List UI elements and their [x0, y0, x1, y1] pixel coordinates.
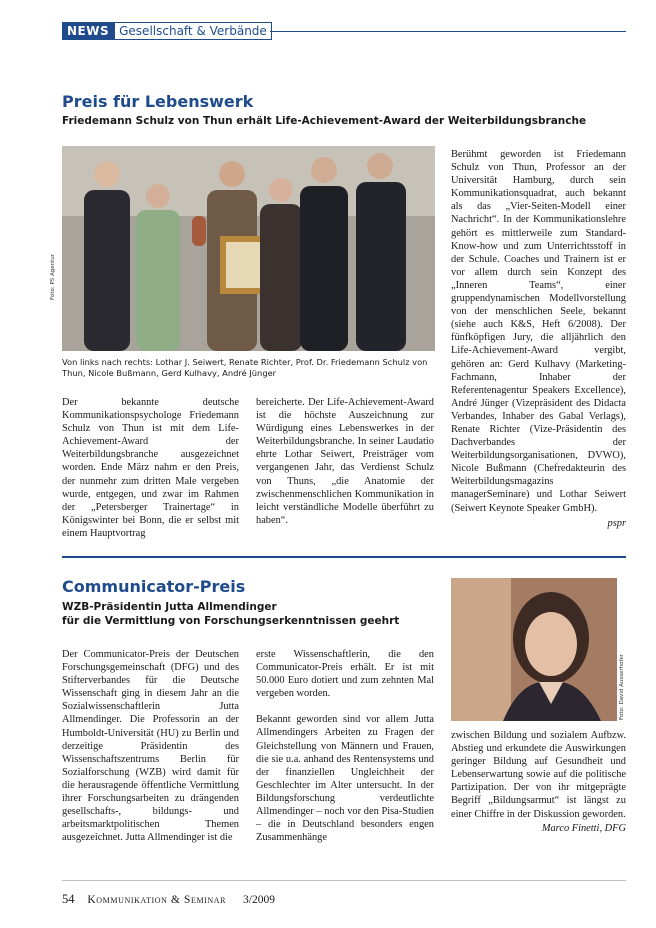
article-separator	[62, 556, 626, 558]
paragraph: erste Wissenschaftlerin, die den Communicator-Preis erhält. Er ist mit 50.000 Euro dotiert und zum zehnten Mal vergeben worden.	[256, 649, 434, 700]
article2-column-2	[256, 648, 434, 844]
article2-column-1	[62, 648, 239, 844]
photo-credit: Foto: PS Agentur	[50, 253, 56, 300]
article2-column-3	[451, 729, 626, 835]
subtitle-line: für die Vermittlung von Forschungserkenntnissen geehrt	[62, 615, 400, 627]
article1-column-3	[451, 148, 626, 530]
award-group-photo	[62, 146, 435, 351]
page-number: 54	[62, 892, 75, 906]
section-name: Gesellschaft & Verbände	[114, 22, 272, 40]
paragraph: zwischen Bildung und sozialem Aufbzw. Abstieg und erkundete die Auswirkungen geringer Bildung auf Gesundheit und Lebenserwartung sowie auf die politische Partizipation. Der von ihr mitgeprägte Begriff „Bildungsarmut“ ist längst zu einer Chiffre in der Diskussion geworden.	[451, 730, 626, 820]
article1-column-1	[62, 396, 239, 540]
paragraph: Berühmt geworden ist Friedemann Schulz von Thun, Professor an der Universität Hamburg, durch sein Kommunikationsquadrat, auch bekannt als das „Vier-Seiten-Modell einer Nachricht“. In der Kommunikationslehre gehört es mittlerweile zum Standard-Know-how und zum Unterrichtsstoff in der Schule. Coaches und Trainern ist er vor allem durch sein Konzept des „Inneren Teams“, einer gruppendynamischen Modellvorstellung von der menschlichen Seele, bekannt (siehe auch K&S, Heft 6/2008). Der fünfköpfigen Jury, die alljährlich den Life-Achievement-Award vergibt, gehören an: Gerd Kulhavy (Marketing-Fachmann, Inhaber der Referentenagentur Speakers Excellence), André Jünger (Vizepräsident des Didacta Verbandes, Inhaber des Gabal Verlags), Renate Richter (Vize-Präsidentin des Dachverbandes der Weiterbildungsorganisationen, DVWO), Nicole Bußmann (Chefredakteurin des Weiterbildungsmagazins managerSeminare) und Lothar Seiwert (Seiwert Keynote Speaker GmbH).	[451, 149, 626, 514]
author-signature: pspr	[607, 517, 626, 529]
rubric-rule	[270, 31, 626, 32]
photo-credit: Foto: David Ausserhofer	[619, 653, 625, 720]
article1-subtitle: Friedemann Schulz von Thun erhält Life-Achievement-Award der Weiterbildungsbranche	[62, 115, 587, 127]
page-footer	[62, 892, 275, 907]
article2-title: Communicator-Preis	[62, 577, 246, 596]
article2-subtitle	[62, 600, 399, 628]
section-rubric	[62, 22, 272, 40]
news-tag: NEWS	[62, 22, 114, 40]
photo-caption: Von links nach rechts: Lothar J. Seiwert, Renate Richter, Prof. Dr. Friedemann Schulz von Thun, Nicole Bußmann, Gerd Kulhavy, André Jünger	[62, 357, 428, 378]
portrait-photo	[451, 578, 617, 721]
paragraph: Bekannt geworden sind vor allem Jutta Allmendingers Arbeiten zu Fragen der Gleichstellung von Männern und Frauen, die sie u.a. anhand des Rentensystems und der finanziellen Ungleichheit der Geschlechter im Alter untersucht. In der Bildungsforschung verdeutlichte Allmendinger – noch vor den Pisa-Studien – die in Deutschland besonders engen Zusammenhänge	[256, 714, 434, 844]
issue-number: 3/2009	[243, 894, 275, 906]
paragraph: Der bekannte deutsche Kommunikationspsychologe Friedemann Schulz von Thun ist mit dem Life-Achievement-Award der Weiterbildungsbranche ausgezeichnet worden. Ende März nahm er den Preis, der nunmehr zum dritten Male vergeben wurde, entgegen, und zwar im Rahmen der „Petersberger Trainertage“ in Königswinter bei Bonn, die er selbst mit einem Hauptvortrag	[62, 397, 239, 539]
subtitle-line: WZB-Präsidentin Jutta Allmendinger	[62, 601, 277, 613]
author-signature: Marco Finetti, DFG	[541, 822, 626, 834]
article1-column-2	[256, 396, 434, 527]
paragraph: bereicherte. Der Life-Achievement-Award ist die höchste Auszeichnung zur Würdigung eines Lebenswerkes in der Weiterbildungsbranche. In seiner Laudatio ehrte Lothar Seiwert, Preisträger vom vergangenen Jahr, das Verdienst Schulz von Thuns, „die Anatomie der zwischenmenschlichen Kommunikation in leicht verständliche Modelle überführt zu haben“.	[256, 397, 434, 526]
magazine-name: Kommunikation & Seminar	[87, 894, 227, 906]
article1-title: Preis für Lebenswerk	[62, 92, 254, 111]
footer-rule	[62, 880, 626, 881]
paragraph: Der Communicator-Preis der Deutschen Forschungsgemeinschaft (DFG) und des Stifterverbandes für die Deutsche Wissenschaft ging in diesem Jahr an die Sozialwissenschaftlerin Jutta Allmendinger. Die Professorin an der Humboldt-Universität (HU) zu Berlin und derzeitige Präsidentin des Wissenschaftszentrums Berlin für Sozialforschung (WZB) wird damit für die herausragende öffentliche Vermittlung ihrer Forschungsarbeiten zu drängenden gesellschafts-, bildungs- und arbeitsmarktpolitischen Themen ausgezeichnet. Jutta Allmendinger ist die	[62, 649, 239, 844]
